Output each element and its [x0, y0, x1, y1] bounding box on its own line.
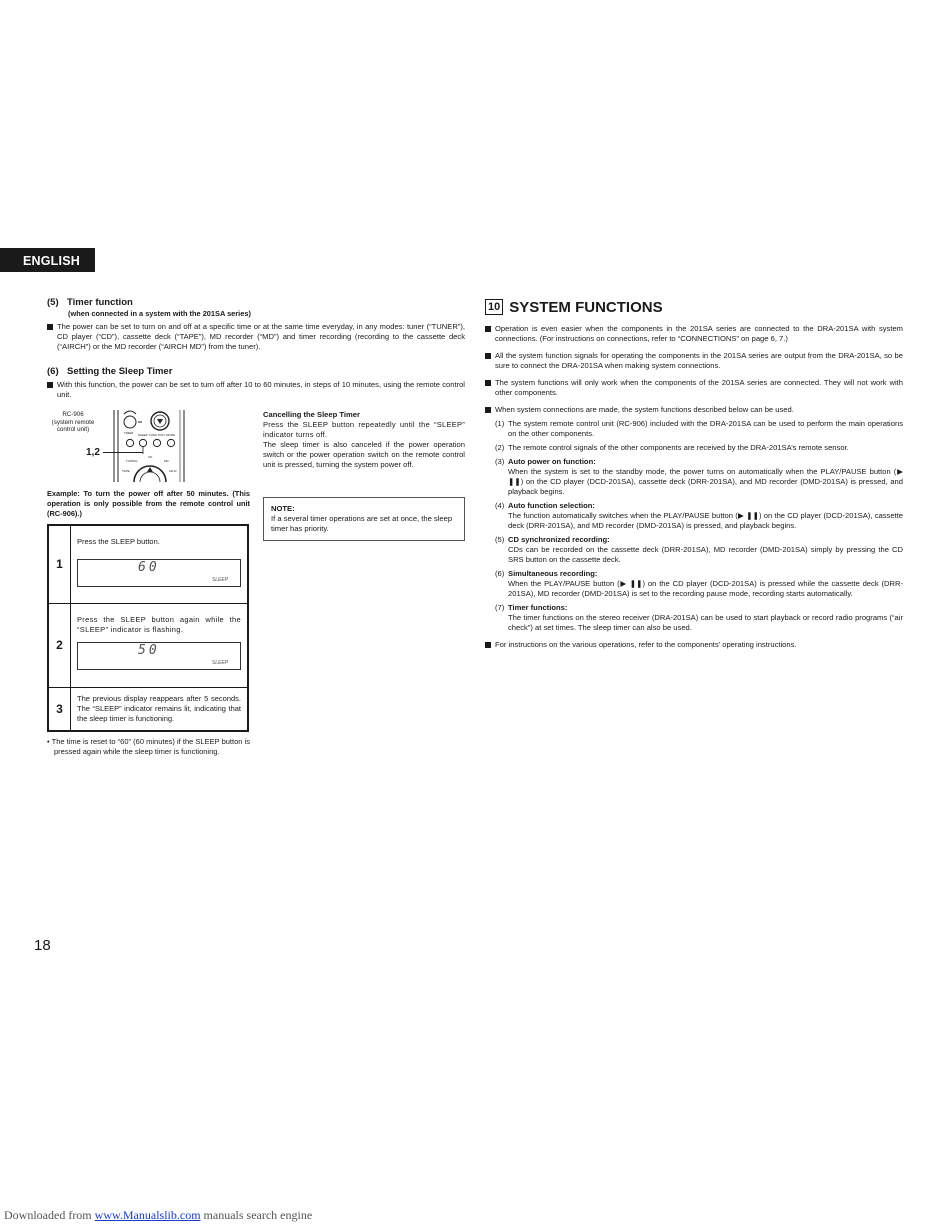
- timer-text: The power can be set to turn on and off at a specific time or at the same time everyday, in any modes: tuner (“TUNER”), CD player (“CD”), cassette deck (“TAPE”), MD recorder (“MD”) and timer recording (recording to the cassette deck (“AIRCH”) or the MD recorder (“AIRCH MD”) from the tuner).: [47, 322, 465, 352]
- remote-illustration: [100, 410, 190, 482]
- steps-table: [47, 524, 249, 732]
- item-title: Auto function selection:: [508, 501, 595, 510]
- remote-callout-line: [103, 452, 143, 453]
- step-row: [48, 687, 248, 731]
- remote-label-sleep: SLEEP: [138, 433, 148, 437]
- example-heading: Example: To turn the power off after 50 minutes. (This operation is only possible from the remote control unit (RC-906).): [47, 489, 250, 518]
- item-title: Auto power on function:: [508, 457, 596, 466]
- item-number: (2): [495, 443, 505, 452]
- step-number: 1: [48, 525, 71, 603]
- function-item: [495, 501, 903, 531]
- step-row: [48, 603, 248, 687]
- download-footer: [4, 1208, 312, 1223]
- step-number: 2: [48, 603, 71, 687]
- remote-label-function: FUNCTION: [149, 433, 165, 437]
- function-item: [495, 569, 903, 599]
- timer-title: Timer function: [67, 297, 133, 308]
- remote-caption-line: (system remote: [51, 418, 95, 426]
- svg-text:TIMER: TIMER: [124, 431, 134, 435]
- item-text: When the system is set to the standby mode, the power turns on automatically when the PLAY/PAUSE button (▶ ❚❚) on the CD player (DCD-201SA), cassette deck (DRR-201SA), and MD recorder (DMD-201SA) is pressed, and playback begins.: [508, 467, 903, 496]
- system-bullet: All the system function signals for operating the components in the 201SA series are output from the DRA-201SA, so be sure to connect the DRA-201SA when making system connections.: [485, 351, 903, 371]
- item-text: The timer functions on the stereo receiver (DRA-201SA) can be used to start playback or record radio programs (“air check”) at set times. The sleep timer can also be used.: [508, 613, 903, 632]
- remote-caption-line: RC-906: [62, 411, 84, 418]
- item-text: The system remote control unit (RC-906) included with the DRA-201SA can be used to perform the main operations on the other components.: [508, 419, 903, 438]
- lcd-display: [77, 642, 241, 670]
- system-functions-body: [485, 324, 903, 650]
- remote-caption: [47, 411, 99, 434]
- page-number: 18: [34, 937, 51, 954]
- cancel-section: [263, 410, 465, 470]
- system-bullet: The system functions will only work when the components of the 201SA series are connected. They will not work with other components.: [485, 378, 903, 398]
- item-title: CD synchronized recording:: [508, 535, 610, 544]
- item-title: Timer functions:: [508, 603, 568, 612]
- remote-label-tuning: TUNING: [126, 459, 138, 463]
- item-text: When the PLAY/PAUSE button (▶ ❚❚) on the CD player (DCD-201SA) is pressed while the cassette deck (DRR-201SA), MD recorder (DMD-201SA) is set to the recording pause mode, recording starts automatically.: [508, 579, 903, 598]
- system-functions-heading: [485, 299, 663, 317]
- item-text: The function automatically switches when the PLAY/PAUSE button (▶ ❚❚) on the CD player (DCD-201SA), cassette deck (DRR-201SA), and MD recorder (DMD-201SA) is pressed, and playback begins.: [508, 511, 903, 530]
- manualslib-link[interactable]: www.Manualslib.com: [94, 1208, 201, 1222]
- footer-suffix: manuals search engine: [200, 1208, 313, 1222]
- sleep-section: [47, 366, 465, 400]
- step-text: Press the SLEEP button again while the “SLEEP” indicator is flashing.: [77, 614, 241, 634]
- function-item: [495, 603, 903, 633]
- remote-label-mode: MODE: [166, 433, 175, 437]
- cancel-text: Press the SLEEP button repeatedly until the “SLEEP” indicator turns off.: [263, 420, 465, 439]
- function-item: [495, 443, 903, 453]
- timer-heading: [47, 297, 465, 308]
- lcd-sleep-indicator: SLEEP: [211, 659, 228, 666]
- step-row: [48, 525, 248, 603]
- section-title: SYSTEM FUNCTIONS: [509, 299, 663, 316]
- item-number: (5): [495, 535, 505, 544]
- system-bullet: Operation is even easier when the components in the 201SA series are connected to the DRA-201SA with system connections. (For instructions on connections, refer to “CONNECTIONS” on page 6, 7.): [485, 324, 903, 344]
- item-number: (6): [495, 569, 505, 578]
- remote-label-cdr: CD-R: [169, 469, 177, 473]
- timer-num: (5): [47, 297, 59, 308]
- remote-caption-line: control unit): [56, 426, 90, 433]
- footer-prefix: Downloaded from: [4, 1208, 95, 1222]
- timer-subtitle: (when connected in a system with the 201SA series): [68, 309, 251, 318]
- item-text: CDs can be recorded on the cassette deck (DRR-201SA), MD recorder (DMD-201SA) simply by pressing the CD SRS button on the cassette deck.: [508, 545, 903, 564]
- step-number: 3: [48, 687, 71, 731]
- system-function-list: [485, 419, 903, 633]
- note-title: NOTE:: [271, 504, 295, 513]
- lcd-display: [77, 559, 241, 587]
- lcd-sleep-indicator: SLEEP: [211, 577, 228, 583]
- item-number: (7): [495, 603, 505, 612]
- sleep-num: (6): [47, 366, 59, 377]
- item-number: (4): [495, 501, 505, 510]
- language-tab: ENGLISH: [0, 248, 95, 272]
- timer-section: [47, 297, 465, 352]
- system-bullet: When system connections are made, the system functions described below can be used.: [485, 405, 903, 415]
- step-text: The previous display reappears after 5 seconds. The “SLEEP” indicator remains lit, indicating that the sleep timer is functioning.: [71, 687, 249, 731]
- lcd-digits: 50: [138, 642, 160, 658]
- remote-label-md: MD: [164, 459, 169, 463]
- sleep-text: With this function, the power can be set to turn off after 10 to 60 minutes, in steps of 10 minutes, using the remote control unit.: [47, 380, 465, 400]
- system-bullet: For instructions on the various operations, refer to the components’ operating instructions.: [485, 640, 903, 650]
- item-text: The remote control signals of the other components are received by the DRA-201SA’s remote sensor.: [508, 443, 849, 452]
- cancel-title: Cancelling the Sleep Timer: [263, 410, 360, 419]
- cancel-text: The sleep timer is also canceled if the power operation switch or the power operation switch on the remote control unit is pressed, turning the system power off.: [263, 440, 465, 469]
- remote-label-cd: CD: [148, 455, 153, 459]
- remote-label-tape: TAPE: [122, 469, 130, 473]
- function-item: [495, 535, 903, 565]
- sleep-heading: [47, 366, 465, 377]
- function-item: [495, 419, 903, 439]
- step-text: Press the SLEEP button.: [77, 537, 160, 546]
- note-box: [263, 497, 465, 541]
- section-number: 10: [485, 299, 503, 315]
- remote-callout-label: 1,2: [86, 447, 100, 458]
- item-title: Simultaneous recording:: [508, 569, 598, 578]
- note-text: If a several timer operations are set at once, the sleep timer has priority.: [271, 514, 453, 533]
- item-number: (1): [495, 419, 505, 428]
- function-item: [495, 457, 903, 497]
- sleep-title: Setting the Sleep Timer: [67, 366, 173, 377]
- item-number: (3): [495, 457, 505, 466]
- lcd-digits: 60: [138, 560, 160, 575]
- sleep-footnote: • The time is reset to “60” (60 minutes) if the SLEEP button is pressed again while the sleep timer is functioning.: [47, 737, 250, 756]
